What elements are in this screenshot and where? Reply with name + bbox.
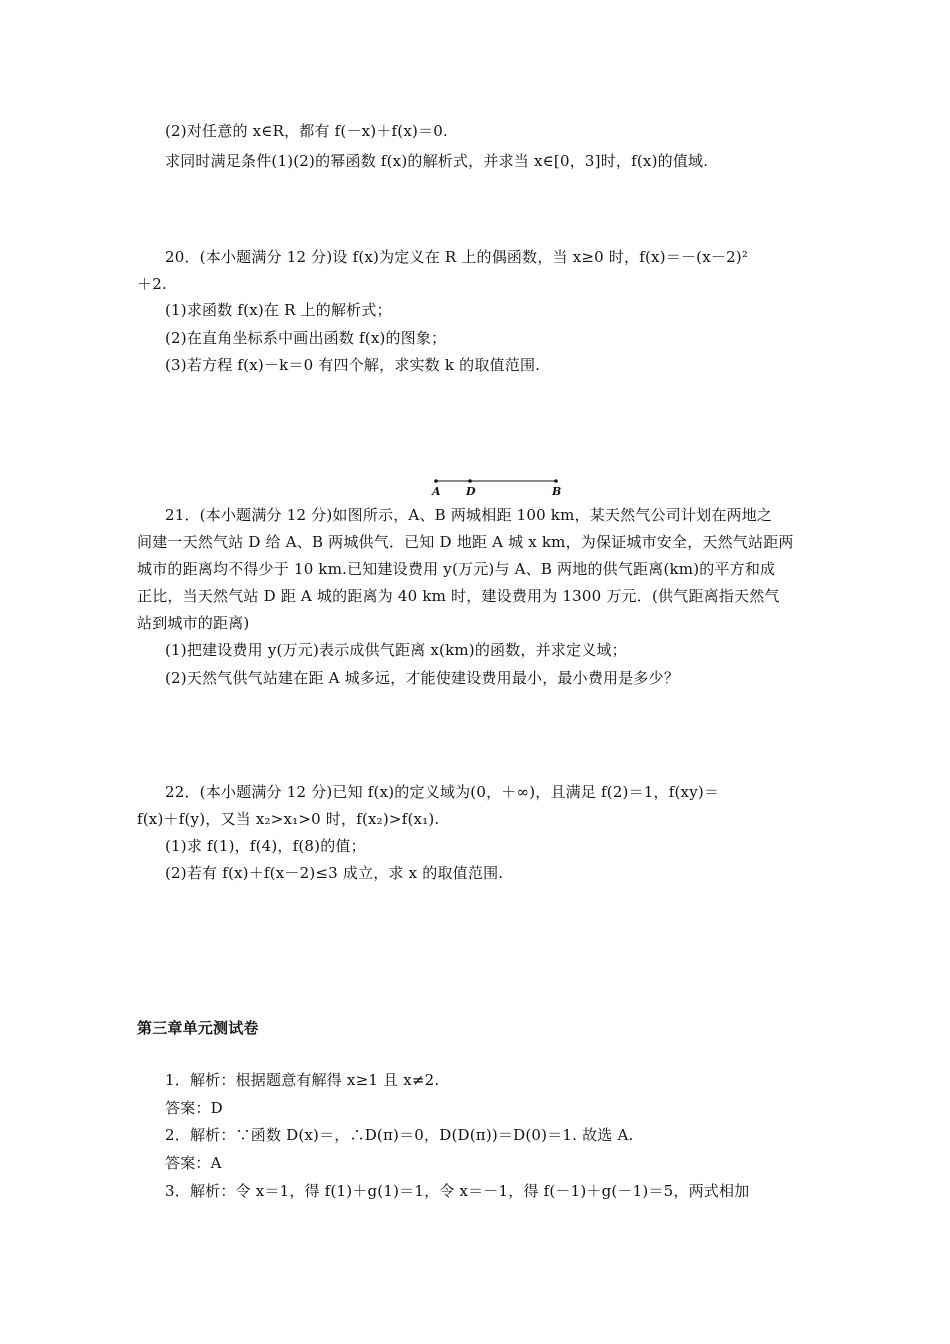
condition-2-line: (2)对任意的 x∈R，都有 f(－x)＋f(x)＝0. bbox=[165, 122, 448, 140]
problem-21-statement: 21．(本小题满分 12 分)如图所示，A、B 两城相距 100 km，某天然气公司计划在两地之 bbox=[165, 506, 773, 524]
problem-22-part-1: (1)求 f(1)，f(4)，f(8)的值； bbox=[165, 837, 366, 855]
problem-19-requirement: 求同时满足条件(1)(2)的幂函数 f(x)的解析式，并求当 x∈[0，3]时，f(x)的值域. bbox=[165, 152, 709, 170]
answer-3-analysis: 3．解析：令 x＝1，得 f(1)＋g(1)＝1，令 x＝－1，得 f(－1)＋g(－1)＝5，两式相加 bbox=[165, 1182, 750, 1200]
problem-21-part-1: (1)把建设费用 y(万元)表示成供气距离 x(km)的函数，并求定义域； bbox=[165, 641, 627, 659]
point-b bbox=[554, 479, 558, 483]
answer-2-result: 答案：A bbox=[165, 1154, 222, 1172]
problem-20-part-3: (3)若方程 f(x)－k＝0 有四个解，求实数 k 的取值范围. bbox=[165, 356, 541, 374]
label-a: A bbox=[432, 485, 441, 498]
point-d bbox=[468, 479, 472, 483]
problem-21-statement-cont-3: 正比，当天然气站 D 距 A 城的距离为 40 km 时，建设费用为 1300 万元．(供气距离指天然气 bbox=[137, 587, 780, 605]
answer-2-analysis: 2．解析：∵函数 D(x)＝，∴D(π)＝0，D(D(π))＝D(0)＝1. 故选 A. bbox=[165, 1126, 634, 1144]
problem-22-statement: 22．(本小题满分 12 分)已知 f(x)的定义域为(0，＋∞)，且满足 f(2)＝1，f(xy)＝ bbox=[165, 783, 720, 801]
answer-1-analysis: 1．解析：根据题意有解得 x≥1 且 x≠2. bbox=[165, 1071, 440, 1089]
problem-21-statement-cont-4: 站到城市的距离) bbox=[137, 614, 250, 632]
problem-20-statement-cont: ＋2. bbox=[137, 275, 167, 293]
problem-22-statement-cont: f(x)＋f(y)，又当 x₂>x₁>0 时，f(x₂)>f(x₁). bbox=[137, 810, 440, 828]
label-d: D bbox=[466, 485, 476, 498]
point-a bbox=[434, 479, 438, 483]
problem-22-part-2: (2)若有 f(x)＋f(x－2)≤3 成立，求 x 的取值范围. bbox=[165, 864, 504, 882]
section-heading: 第三章单元测试卷 bbox=[137, 1019, 259, 1037]
problem-20-part-1: (1)求函数 f(x)在 R 上的解析式； bbox=[165, 301, 392, 319]
segment-figure bbox=[425, 474, 570, 500]
problem-21-statement-cont-2: 城市的距离均不得少于 10 km.已知建设费用 y(万元)与 A、B 两地的供气距离(km)的平方和成 bbox=[137, 560, 776, 578]
answer-1-result: 答案：D bbox=[165, 1099, 223, 1117]
problem-20-statement: 20．(本小题满分 12 分)设 f(x)为定义在 R 上的偶函数，当 x≥0 时，f(x)＝－(x－2)² bbox=[165, 248, 749, 266]
problem-21-statement-cont-1: 间建一天然气站 D 给 A、B 两城供气．已知 D 地距 A 城 x km，为保证城市安全，天然气站距两 bbox=[137, 533, 794, 551]
problem-20-part-2: (2)在直角坐标系中画出函数 f(x)的图象； bbox=[165, 329, 447, 347]
label-b: B bbox=[552, 485, 562, 498]
problem-21-part-2: (2)天然气供气站建在距 A 城多远，才能使建设费用最小，最小费用是多少？ bbox=[165, 669, 680, 687]
